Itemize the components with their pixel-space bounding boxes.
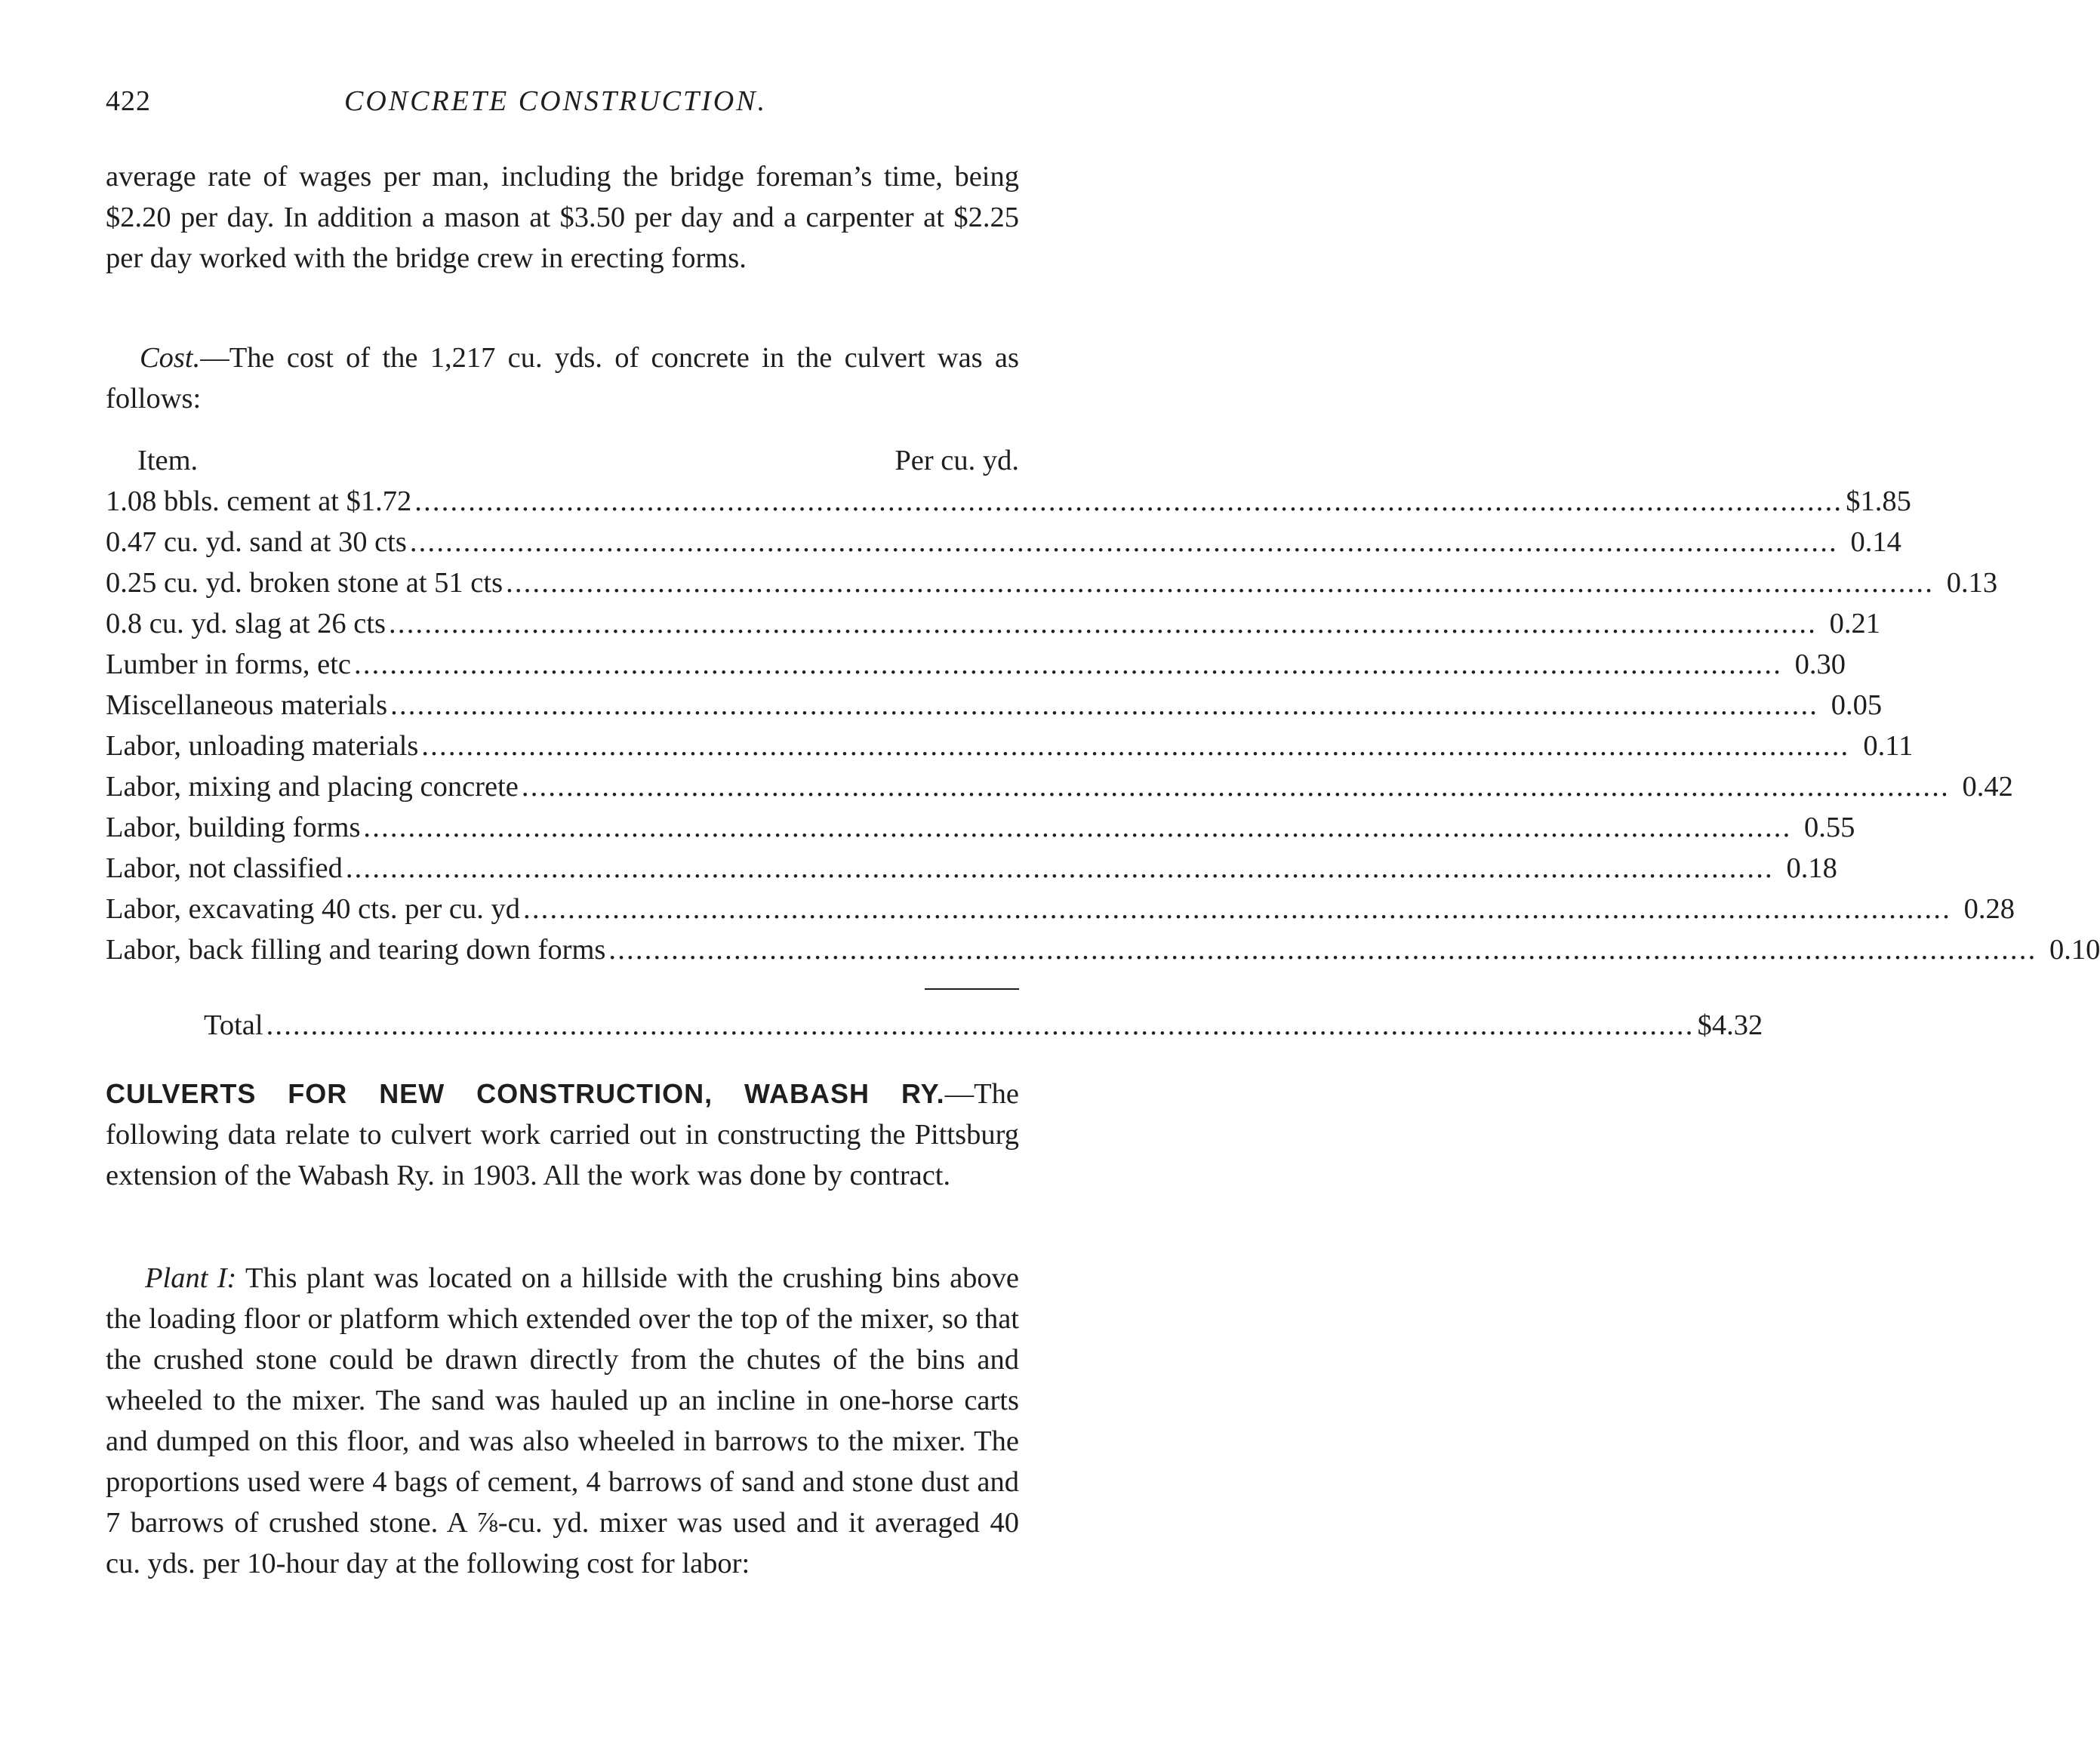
dot-leader: ................................................................................................................................................................ [521, 771, 1950, 803]
row-value: 0.13 [1946, 567, 1998, 599]
dot-leader: ................................................................................................................................................................ [390, 689, 1819, 721]
dot-leader: ................................................................................................................................................................ [414, 485, 1843, 517]
header-item: Item. [137, 445, 199, 476]
cost-row [106, 848, 1837, 889]
header-per-cu-yd: Per cu. yd. [895, 445, 1019, 476]
dot-leader: ................................................................................................................................................................ [421, 730, 1850, 762]
cost-row [106, 644, 1846, 685]
row-label: 1.08 bbls. cement at $1.72 [106, 485, 412, 517]
total-value: $4.32 [1697, 1009, 1763, 1041]
cost-row [106, 726, 1914, 766]
dot-leader: ................................................................................................................................................................ [608, 934, 2037, 966]
total-label: Total [204, 1009, 263, 1041]
section-paragraph [106, 1074, 1019, 1196]
row-value: 0.05 [1831, 689, 1883, 721]
running-title: CONCRETE CONSTRUCTION. [344, 85, 768, 117]
page-number: 422 [106, 85, 151, 117]
row-value: 0.11 [1863, 730, 1914, 762]
cost-table-header [106, 440, 1019, 481]
dot-leader: ................................................................................................................................................................ [523, 893, 1952, 925]
dot-leader: ................................................................................................................................................................ [409, 526, 1838, 558]
cost-row [106, 685, 1883, 726]
dot-leader: ................................................................................................................................................................ [266, 1009, 1695, 1041]
section-text: —The following data relate to culvert work carried out in constructing the Pittsburg extension of the Wabash Ry. in 1903. All the work was done by contract. [106, 1078, 1019, 1191]
row-value: 0.55 [1804, 812, 1855, 843]
row-value: 0.21 [1829, 608, 1881, 639]
row-label: Labor, excavating 40 cts. per cu. yd [106, 893, 521, 925]
row-value: 0.10 [2049, 934, 2100, 966]
row-value: 0.28 [1963, 893, 2015, 925]
row-label: 0.47 cu. yd. sand at 30 cts [106, 526, 407, 558]
cost-row [106, 522, 1901, 562]
row-label: 0.8 cu. yd. slag at 26 cts [106, 608, 386, 639]
row-value: 0.30 [1794, 649, 1846, 680]
cost-row [106, 807, 1855, 848]
cost-lead: Cost. [140, 342, 201, 374]
dot-leader: ................................................................................................................................................................ [506, 567, 1935, 599]
row-value: 0.18 [1786, 852, 1837, 884]
cost-intro-paragraph [106, 337, 1019, 419]
cost-intro-text: —The cost of the 1,217 cu. yds. of concrete in the culvert was as follows: [106, 342, 1019, 414]
section-heading: CULVERTS FOR NEW CONSTRUCTION, WABASH RY. [106, 1078, 945, 1109]
cost-row [106, 889, 2015, 929]
wages-paragraph: average rate of wages per man, including the bridge foreman’s time, being $2.20 per day. In addition a mason at $3.50 per day and a carpenter at $2.25 per day worked with the bridge crew in erecting forms. [106, 161, 1019, 274]
cost-row [106, 929, 2100, 970]
total-row [106, 1005, 1763, 1046]
plant-lead: Plant I: [145, 1262, 237, 1294]
row-value: $1.85 [1846, 485, 1911, 517]
plant-text: This plant was located on a hillside with the crushing bins above the loading floor or platform which extended over the top of the mixer, so that the crushed stone could be drawn directly from the chutes of the bins and wheeled to the mixer. The sand was hauled up an incline in one-horse carts and dumped on this floor, and was also wheeled in barrows to the mixer. The proportions used were 4 bags of cement, 4 barrows of sand and stone dust and 7 barrows of crushed stone. A ⅞-cu. yd. mixer was used and it averaged 40 cu. yds. per 10-hour day at the following cost for labor: [106, 1262, 1019, 1579]
row-value: 0.42 [1962, 771, 2013, 803]
cost-row [106, 562, 1998, 603]
row-label: Labor, mixing and placing concrete [106, 771, 519, 803]
row-label: Labor, building forms [106, 812, 361, 843]
row-value: 0.14 [1850, 526, 1901, 558]
dot-leader: ................................................................................................................................................................ [354, 649, 1783, 680]
cost-table [106, 440, 2100, 1046]
row-label: 0.25 cu. yd. broken stone at 51 cts [106, 567, 503, 599]
row-label: Labor, unloading materials [106, 730, 419, 762]
running-head [106, 85, 1019, 122]
cost-row [106, 481, 1911, 522]
row-label: Miscellaneous materials [106, 689, 388, 721]
row-label: Labor, not classified [106, 852, 343, 884]
dot-leader: ................................................................................................................................................................ [389, 608, 1818, 639]
plant-paragraph [106, 1258, 1019, 1584]
row-label: Labor, back filling and tearing down forms [106, 934, 606, 966]
cost-row [106, 766, 2013, 807]
cost-row [106, 603, 1881, 644]
dot-leader: ................................................................................................................................................................ [363, 812, 1792, 843]
total-rule [925, 988, 1019, 990]
dot-leader: ................................................................................................................................................................ [345, 852, 1774, 884]
total-rule-line [106, 970, 1019, 996]
row-label: Lumber in forms, etc [106, 649, 352, 680]
